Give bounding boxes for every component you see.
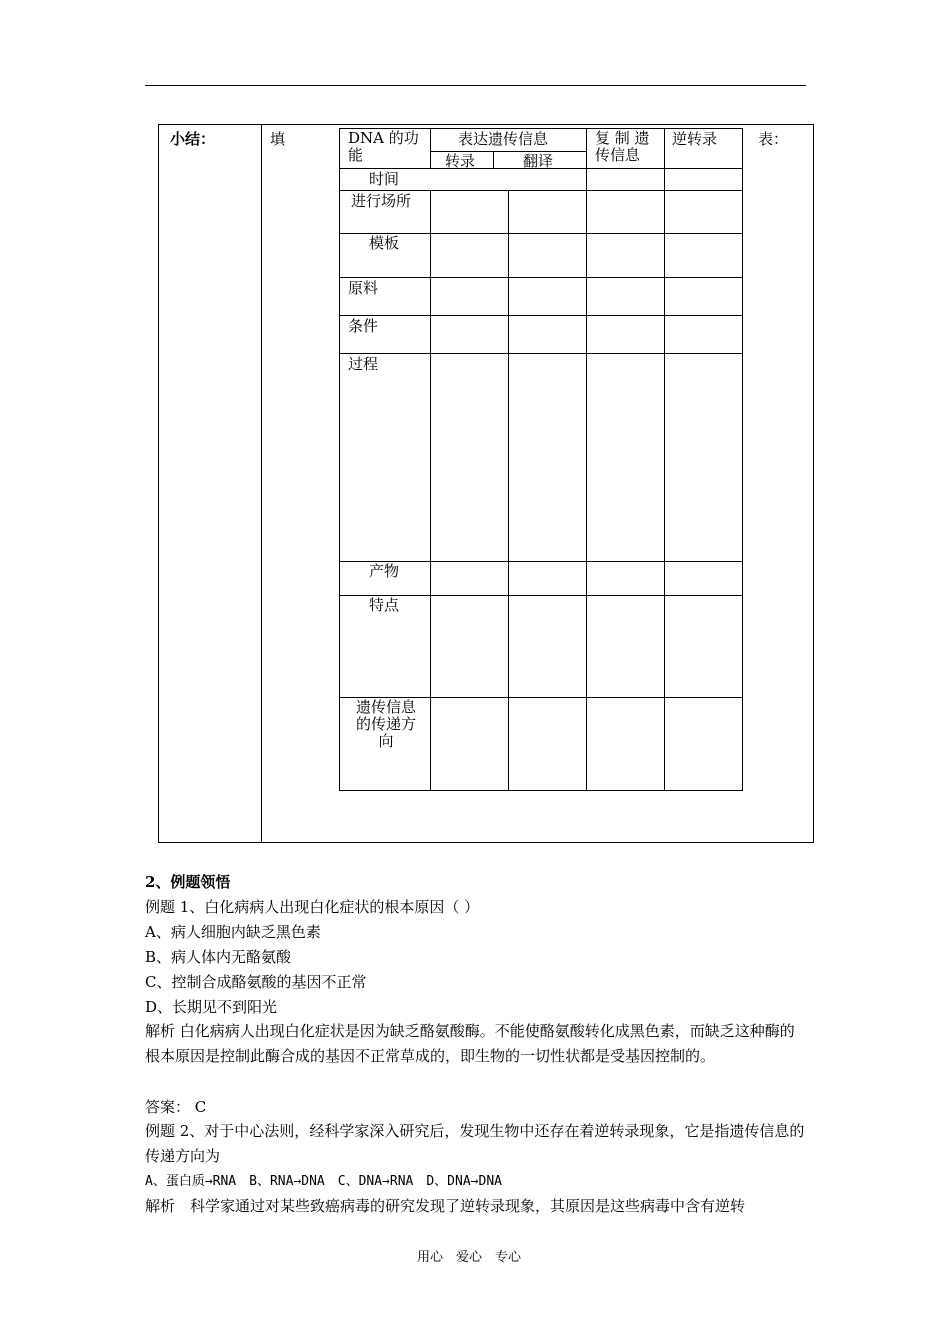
header-translation: 翻译 (523, 152, 554, 170)
fill-text-right: 表： (758, 130, 789, 148)
row-label-time: 时间 (369, 170, 400, 188)
q1-analysis: 解析 白化病病人出现白化症状是因为缺乏酪氨酸酶。不能使酪氨酸转化成黑色素，而缺乏这种酶的根本原因是控制此酶合成的基因不正常草成的，即生物的一切性状都是受基因控制的。 (145, 1022, 795, 1065)
header-express-info: 表达遗传信息 (458, 130, 549, 148)
row-label-process: 过程 (348, 355, 379, 373)
q1-option-a: A、病人细胞内缺乏黑色素 (145, 923, 321, 941)
q2-options: A、蛋白质→RNA B、RNA→DNA C、DNA→RNA D、DNA→DNA (145, 1174, 502, 1189)
row-label-features: 特点 (369, 596, 400, 614)
row-label-location: 进行场所 (351, 192, 412, 210)
q1-option-b: B、病人体内无酪氨酸 (145, 948, 292, 966)
fill-text-left: 填 (270, 130, 286, 148)
row-label-raw-material: 原料 (348, 279, 379, 297)
q1-option-d: D、长期见不到阳光 (145, 998, 278, 1016)
q1-stem: 例题 1、白化病病人出现白化症状的根本原因（ ） (145, 898, 480, 916)
row-label-template: 模板 (369, 234, 400, 252)
section-title: 2、例题领悟 (145, 873, 231, 891)
page-footer: 用心 爱心 专心 (417, 1250, 522, 1265)
q2-analysis: 解析 科学家通过对某些致癌病毒的研究发现了逆转录现象，其原因是这些病毒中含有逆转 (145, 1197, 746, 1215)
header-replicate: 复 制 遗 传信息 (595, 129, 650, 164)
q2-stem: 例题 2、对于中心法则，经科学家深入研究后，发现生物中还存在着逆转录现象，它是指遗传信息的传递方向为 (145, 1122, 805, 1165)
row-label-conditions: 条件 (348, 317, 379, 335)
summary-box-divider (261, 124, 262, 843)
header-transcription: 转录 (445, 152, 476, 170)
summary-label: 小结： (170, 130, 216, 148)
summary-box (158, 124, 814, 843)
header-dna-function: DNA 的功能 (348, 129, 419, 164)
row-label-transfer-direction: 遗传信息的传递方向 (355, 698, 416, 750)
q1-option-c: C、控制合成酪氨酸的基因不正常 (145, 973, 367, 991)
header-reverse-transcription: 逆转录 (672, 130, 718, 148)
row-label-product: 产物 (369, 562, 400, 580)
header-rule (145, 85, 806, 86)
q1-answer: 答案： C (145, 1098, 207, 1116)
